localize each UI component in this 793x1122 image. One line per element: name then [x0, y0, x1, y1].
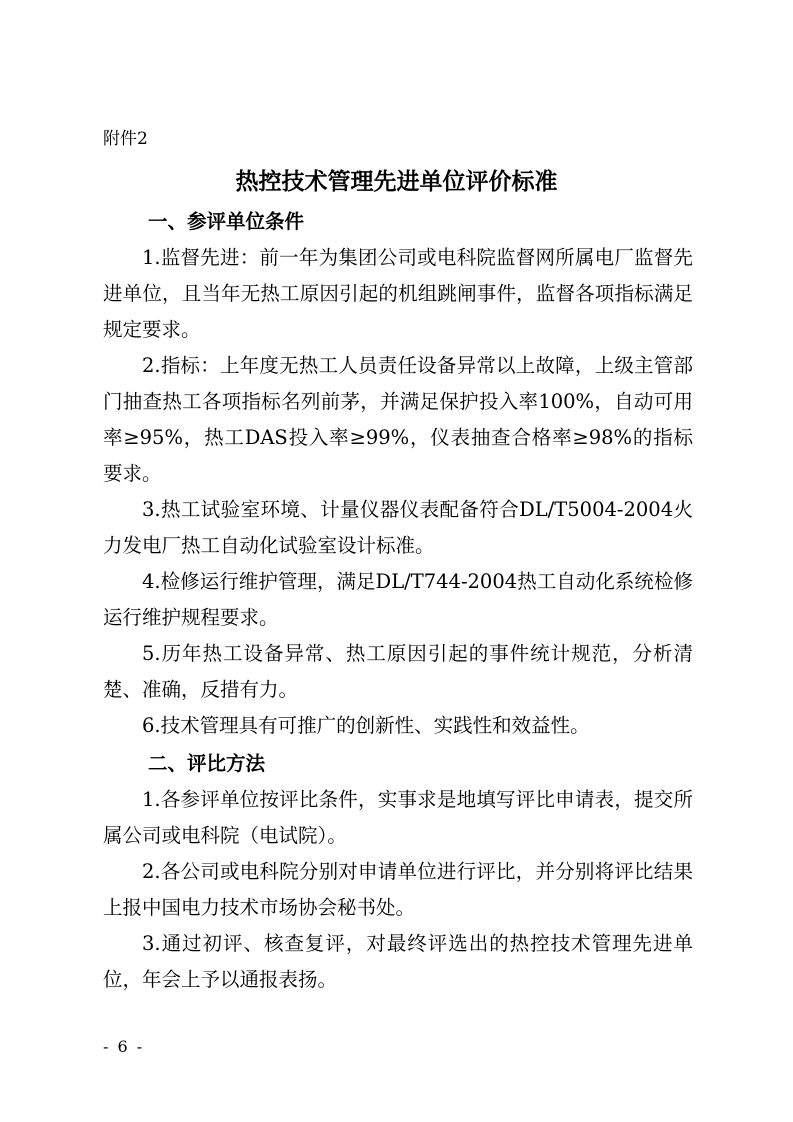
- paragraph-maintenance: 4.检修运行维护管理，满足DL/T744-2004热工自动化系统检修运行维护规程要求。: [103, 570, 693, 629]
- attachment-label: 附件2: [103, 129, 148, 149]
- paragraph-event-statistics: 5.历年热工设备异常、热工原因引起的事件统计规范，分析清楚、准确，反措有力。: [103, 642, 693, 701]
- paragraph-supervision: 1.监督先进：前一年为集团公司或电科院监督网所属电厂监督先进单位，且当年无热工原因引起的机组跳闸事件，监督各项指标满足规定要求。: [103, 246, 693, 341]
- section-heading-method: 二、评比方法: [148, 752, 266, 775]
- paragraph-lab-environment: 3.热工试验室环境、计量仪器仪表配备符合DL/T5004-2004火力发电厂热工自动化试验室设计标准。: [103, 498, 693, 557]
- paragraph-commendation: 3.通过初评、核查复评，对最终评选出的热控技术管理先进单位，年会上予以通报表扬。: [103, 932, 693, 991]
- paragraph-evaluation: 2.各公司或电科院分别对申请单位进行评比，并分别将评比结果上报中国电力技术市场协会秘书处。: [103, 860, 693, 919]
- paragraph-indicators: 2.指标：上年度无热工人员责任设备异常以上故障，上级主管部门抽查热工各项指标名列前茅，并满足保护投入率100%，自动可用率≥95%，热工DAS投入率≥99%，仪表抽查合格率≥98%的指标要求。: [103, 354, 693, 485]
- paragraph-innovation: 6.技术管理具有可推广的创新性、实践性和效益性。: [142, 714, 590, 737]
- paragraph-application: 1.各参评单位按评比条件，实事求是地填写评比申请表，提交所属公司或电科院（电试院）。: [103, 788, 693, 847]
- section-heading-conditions: 一、参评单位条件: [148, 210, 305, 233]
- document-title: 热控技术管理先进单位评价标准: [235, 169, 558, 195]
- page-number: - 6 -: [103, 1037, 145, 1056]
